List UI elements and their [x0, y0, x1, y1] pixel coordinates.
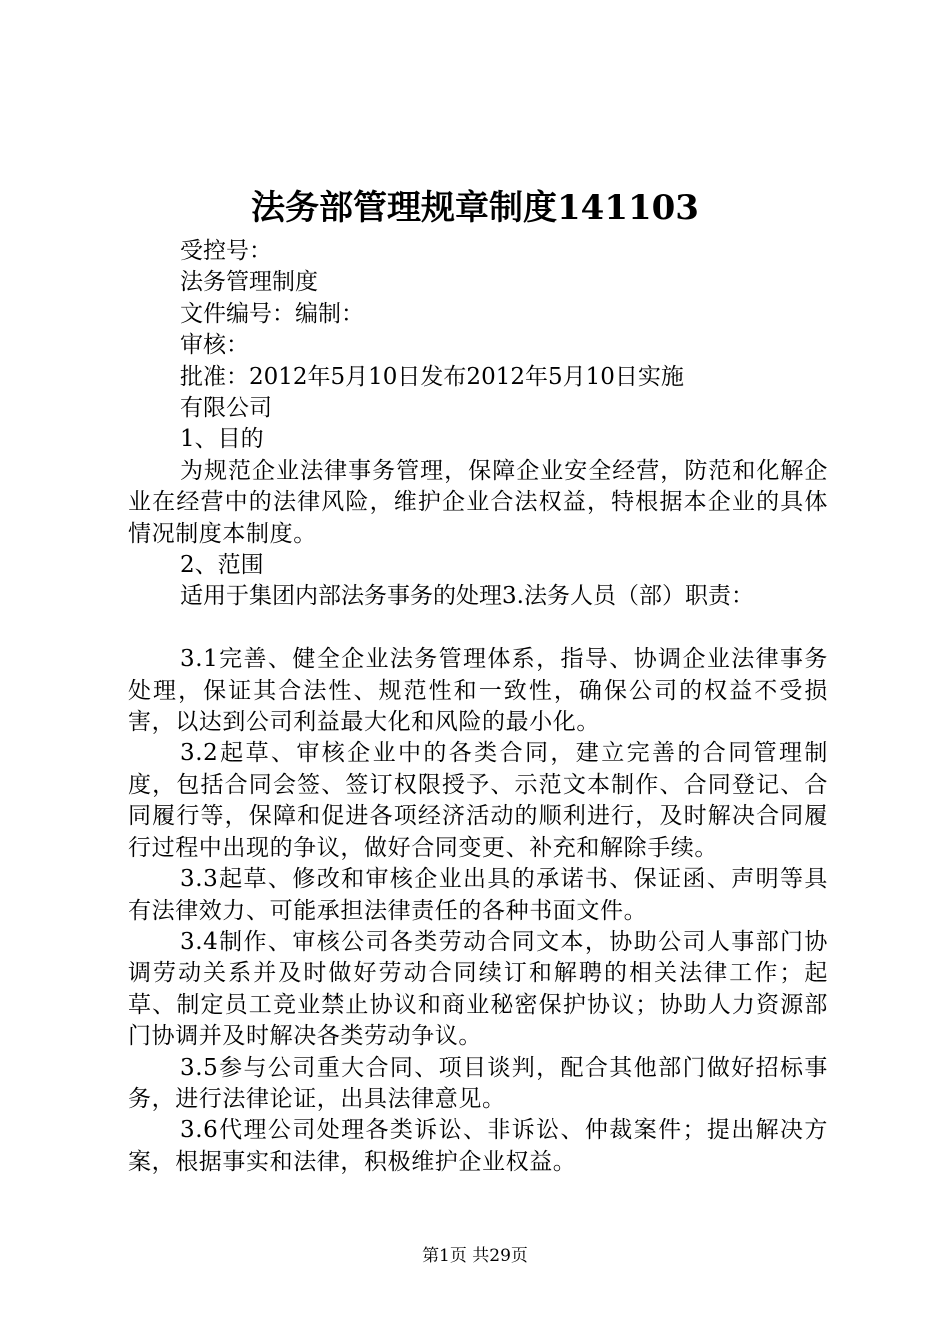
review-line: 审核：: [180, 332, 249, 359]
purpose-paragraph: 为规范企业法律事务管理，保障企业安全经营，防范和化解企业在经营中的法律风险，维护企业合法权益，特根据本企业的具体情况制度本制度。: [128, 457, 828, 547]
duty-paragraph-3-1: 3.1完善、健全企业法务管理体系，指导、协调企业法律事务处理，保证其合法性、规范性和一致性，确保公司的权益不受损害，以达到公司利益最大化和风险的最小化。: [128, 646, 828, 736]
scope-paragraph: 适用于集团内部法务事务的处理3.法务人员（部）职责：: [180, 583, 754, 610]
scope-heading: 2、范围: [180, 552, 264, 579]
duty-paragraph-3-4: 3.4制作、审核公司各类劳动合同文本，协助公司人事部门协调劳动关系并及时做好劳动合同续订和解聘的相关法律工作；起草、制定员工竞业禁止协议和商业秘密保护协议；协助人力资源部门协调并及时解决各类劳动争议。: [128, 928, 828, 1050]
blank-line: [128, 613, 828, 644]
regulation-name-line: 法务管理制度: [180, 269, 318, 296]
company-line: 有限公司: [180, 395, 272, 422]
approval-line: 批准：2012年5月10日发布2012年5月10日实施: [180, 363, 684, 390]
control-number-line: 受控号：: [180, 238, 272, 264]
duty-paragraph-3-5: 3.5参与公司重大合同、项目谈判，配合其他部门做好招标事务，进行法律论证，出具法律意见。: [128, 1054, 828, 1112]
document-title: 法务部管理规章制度141103: [251, 188, 699, 228]
file-number-line: 文件编号：编制：: [180, 300, 364, 327]
document-body: [128, 236, 828, 1178]
duty-paragraph-3-2: 3.2起草、审核企业中的各类合同，建立完善的合同管理制度，包括合同会签、签订权限授予、示范文本制作、合同登记、合同履行等，保障和促进各项经济活动的顺利进行，及时解决合同履行过程中出现的争议，做好合同变更、补充和解除手续。: [128, 740, 828, 861]
page-footer: 第1页 共29页: [422, 1246, 528, 1266]
duty-paragraph-3-6: 3.6代理公司处理各类诉讼、非诉讼、仲裁案件；提出解决方案，根据事实和法律，积极维护企业权益。: [128, 1117, 828, 1175]
duty-paragraph-3-3: 3.3起草、修改和审核企业出具的承诺书、保证函、声明等具有法律效力、可能承担法律责任的各种书面文件。: [128, 866, 828, 924]
purpose-heading: 1、目的: [180, 426, 264, 453]
